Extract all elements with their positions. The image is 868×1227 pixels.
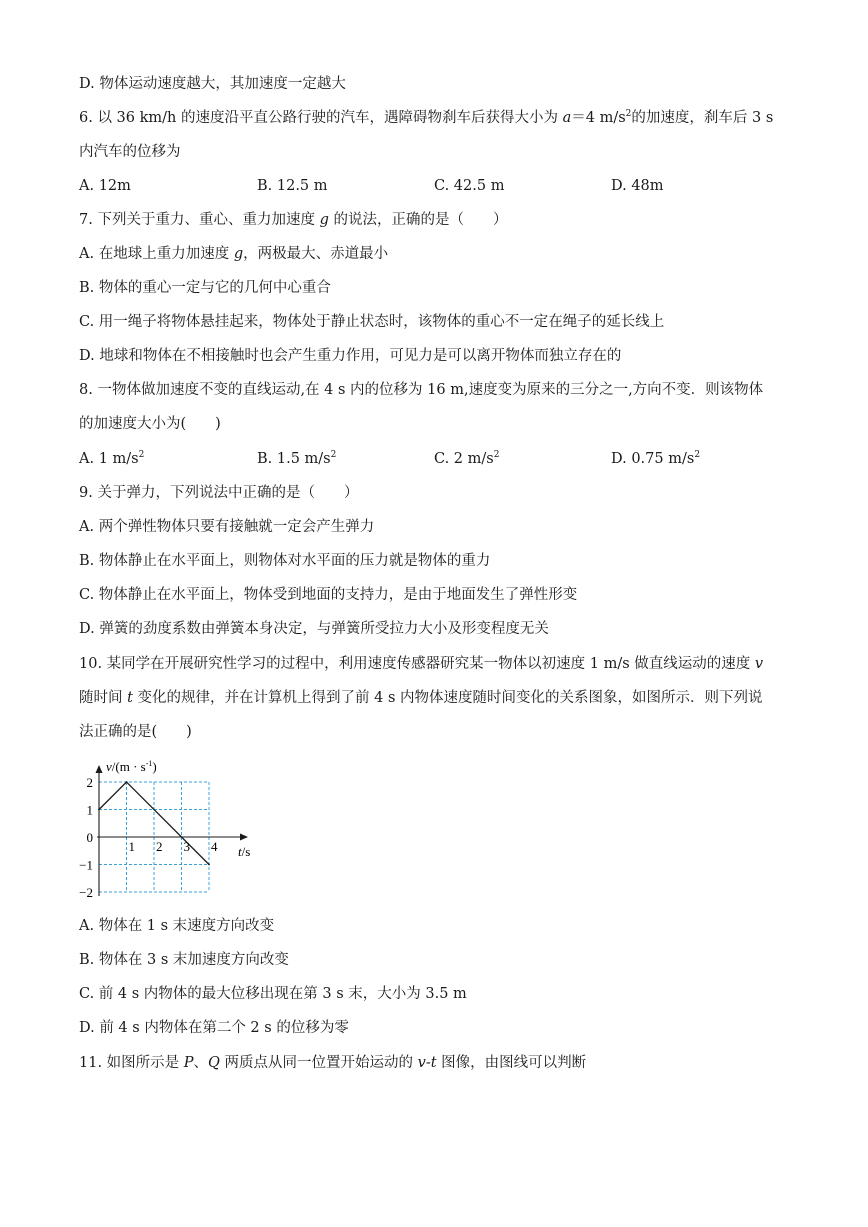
q5-option-d: D. 物体运动速度越大，其加速度一定越大 bbox=[79, 76, 346, 92]
q8-option-c-text: C. 2 m/s bbox=[434, 451, 494, 467]
q10-option-a: A. 物体在 1 s 末速度方向改变 bbox=[79, 918, 275, 934]
y-tick-label: 2 bbox=[86, 775, 93, 790]
q9-option-d: D. 弹簧的劲度系数由弹簧本身决定，与弹簧所受拉力大小及形变程度无关 bbox=[79, 621, 549, 637]
y-tick-label: −2 bbox=[79, 885, 93, 900]
q6-option-d: D. 48m bbox=[611, 178, 664, 194]
q7-stem bbox=[79, 210, 507, 230]
q8-option-c-sup: 2 bbox=[493, 450, 500, 461]
q10-var-v: v bbox=[754, 656, 764, 672]
q7-stem-part-b: 的说法，正确的是（ ） bbox=[328, 212, 508, 228]
q6-stem-part-b: ＝4 m/s bbox=[571, 110, 626, 126]
x-axis-label-unit: /s bbox=[241, 844, 251, 859]
q7-var-g: g bbox=[319, 212, 329, 228]
q8-option-b-sup: 2 bbox=[330, 450, 337, 461]
q7-option-c: C. 用一绳子将物体悬挂起来，物体处于静止状态时，该物体的重心不一定在绳子的延长线上 bbox=[79, 314, 665, 330]
q7-option-a-var: g bbox=[233, 246, 244, 262]
q10-option-d: D. 前 4 s 内物体在第二个 2 s 的位移为零 bbox=[79, 1020, 349, 1036]
q10-stem-line1 bbox=[79, 654, 763, 674]
q11-stem-part-b: 两质点从同一位置开始运动的 bbox=[219, 1055, 418, 1071]
x-axis-label-var: t bbox=[238, 844, 242, 859]
q7-option-b: B. 物体的重心一定与它的几何中心重合 bbox=[79, 280, 331, 296]
q7-option-a-part-a: A. 在地球上重力加速度 bbox=[79, 246, 234, 262]
q10-var-t: t bbox=[127, 690, 133, 706]
q6-stem-part-a: 6. 以 36 km/h 的速度沿平直公路行驶的汽车，遇障碍物刹车后获得大小为 bbox=[79, 110, 563, 126]
q8-stem-line2: 的加速度大小为( ) bbox=[79, 416, 221, 432]
x-tick-label: 4 bbox=[211, 839, 218, 854]
q8-option-b-text: B. 1.5 m/s bbox=[257, 451, 331, 467]
y-tick-label: −1 bbox=[79, 857, 93, 873]
q6-options bbox=[79, 176, 799, 196]
q6-stem-line1 bbox=[79, 108, 773, 128]
q8-option-d-text: D. 0.75 m/s bbox=[611, 451, 695, 467]
x-axis-arrow-icon bbox=[240, 834, 248, 841]
q6-var-a: a bbox=[562, 110, 572, 126]
y-axis-arrow-icon bbox=[96, 765, 103, 773]
q8-option-a-text: A. 1 m/s bbox=[79, 451, 139, 467]
q9-option-a: A. 两个弹性物体只要有接触就一定会产生弹力 bbox=[79, 519, 375, 535]
q10-option-c: C. 前 4 s 内物体的最大位移出现在第 3 s 末，大小为 3.5 m bbox=[79, 986, 467, 1002]
y-axis-label-close: ) bbox=[152, 759, 157, 774]
q9-option-c: C. 物体静止在水平面上，物体受到地面的支持力，是由于地面发生了弹性形变 bbox=[79, 587, 578, 603]
x-axis-label bbox=[238, 844, 250, 859]
q8-stem-line1: 8. 一物体做加速度不变的直线运动,在 4 s 内的位移为 16 m,速度变为原来的三分之一,方向不变．则该物体 bbox=[79, 382, 764, 398]
data-point bbox=[98, 809, 100, 811]
q8-options bbox=[79, 449, 799, 469]
data-point bbox=[126, 781, 128, 783]
q7-option-a bbox=[79, 244, 388, 264]
q11-stem-part-a: 11. 如图所示是 bbox=[79, 1055, 184, 1071]
q8-option-a-sup: 2 bbox=[138, 450, 145, 461]
q11-stem-part-c: 图像，由图线可以判断 bbox=[436, 1055, 587, 1071]
y-axis-label bbox=[106, 759, 157, 774]
y-axis-label-var: v bbox=[106, 759, 112, 774]
q10-stem-line3: 法正确的是( ) bbox=[79, 724, 192, 740]
q8-option-a bbox=[79, 449, 144, 469]
q6-stem-part-c: 的加速度，刹车后 3 s bbox=[631, 110, 774, 126]
q6-option-a: A. 12m bbox=[79, 178, 131, 194]
q6-option-b: B. 12.5 m bbox=[257, 178, 328, 194]
q9-stem: 9. 关于弹力，下列说法中正确的是（ ） bbox=[79, 485, 359, 501]
q11-var-q: Q bbox=[208, 1055, 220, 1071]
y-tick-label: 1 bbox=[86, 802, 93, 818]
q6-sup: 2 bbox=[625, 109, 632, 120]
x-tick-label: 3 bbox=[183, 839, 190, 854]
q10-stem-part-a: 10. 某同学在开展研究性学习的过程中，利用速度传感器研究某一物体以初速度 1 m/s 做直线运动的速度 bbox=[79, 656, 755, 672]
q8-option-c bbox=[434, 449, 499, 469]
q10-vt-graph bbox=[79, 756, 272, 906]
q10-stem-line2-part-b: 变化的规律，并在计算机上得到了前 4 s 内物体速度随时间变化的关系图象，如图所示．则下列说 bbox=[132, 690, 763, 706]
q10-stem-line2 bbox=[79, 688, 763, 708]
y-tick-label: 0 bbox=[86, 830, 93, 845]
q6-stem-line2: 内汽车的位移为 bbox=[79, 144, 181, 160]
q6-option-c: C. 42.5 m bbox=[434, 178, 505, 194]
q8-option-b bbox=[257, 449, 336, 469]
q11-vt: v-t bbox=[417, 1055, 437, 1071]
q8-option-d bbox=[611, 449, 700, 469]
q11-stem bbox=[79, 1053, 586, 1073]
q11-var-p: P bbox=[183, 1055, 194, 1071]
q8-option-d-sup: 2 bbox=[694, 450, 701, 461]
x-tick-label: 2 bbox=[156, 839, 163, 854]
q10-option-b: B. 物体在 3 s 末加速度方向改变 bbox=[79, 952, 289, 968]
q10-stem-line2-part-a: 随时间 bbox=[79, 690, 128, 706]
y-axis-label-sup: -1 bbox=[145, 759, 153, 768]
q9-option-b: B. 物体静止在水平面上，则物体对水平面的压力就是物体的重力 bbox=[79, 553, 491, 569]
q7-option-a-part-b: ，两极最大、赤道最小 bbox=[243, 246, 389, 262]
q7-stem-part-a: 7. 下列关于重力、重心、重力加速度 bbox=[79, 212, 320, 228]
x-tick-label: 1 bbox=[128, 839, 135, 854]
data-point bbox=[208, 864, 210, 866]
q11-sep: 、 bbox=[193, 1055, 209, 1071]
q7-option-d: D. 地球和物体在不相接触时也会产生重力作用，可见力是可以离开物体而独立存在的 bbox=[79, 348, 622, 364]
y-axis-label-unit: /(m · s bbox=[111, 759, 146, 774]
